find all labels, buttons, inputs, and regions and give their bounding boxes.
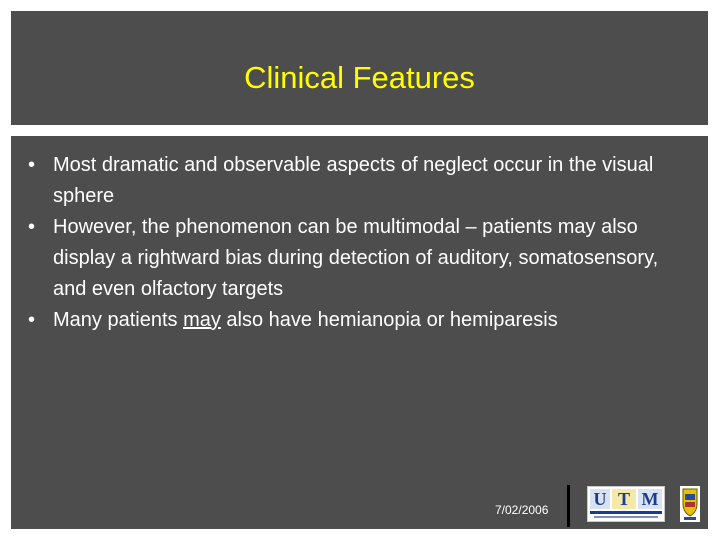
bullet-text-start: Many patients — [53, 309, 184, 331]
svg-text:T: T — [617, 489, 631, 509]
footer-date: 7/02/2006 — [495, 503, 549, 517]
svg-text:M: M — [641, 489, 659, 509]
bullet-list — [26, 150, 676, 336]
bullet-text: Most dramatic and observable aspects of neglect occur in the visual sphere — [53, 154, 654, 207]
bullet-text-end: also have hemianopia or hemiparesis — [220, 309, 558, 331]
bullet-text: However, the phenomenon can be multimodal – patients may also display a rightward bias during detection of auditory, somatosensory, and even olfactory targets — [53, 216, 659, 300]
bullet-marker: • — [28, 309, 36, 331]
slide-title: Clinical Features — [244, 60, 475, 95]
content-panel — [11, 136, 708, 529]
university-crest-icon — [680, 486, 700, 522]
bullet-item-3 — [26, 305, 676, 336]
title-panel — [11, 11, 708, 125]
bullet-text-emphasis: may — [183, 309, 221, 331]
svg-text:U: U — [593, 489, 607, 509]
bullet-marker: • — [28, 154, 36, 176]
bullet-item-1 — [26, 150, 676, 212]
bullet-item-2 — [26, 212, 676, 305]
bullet-marker: • — [28, 216, 36, 238]
utm-logo-icon — [587, 486, 665, 522]
footer-divider — [567, 485, 570, 527]
